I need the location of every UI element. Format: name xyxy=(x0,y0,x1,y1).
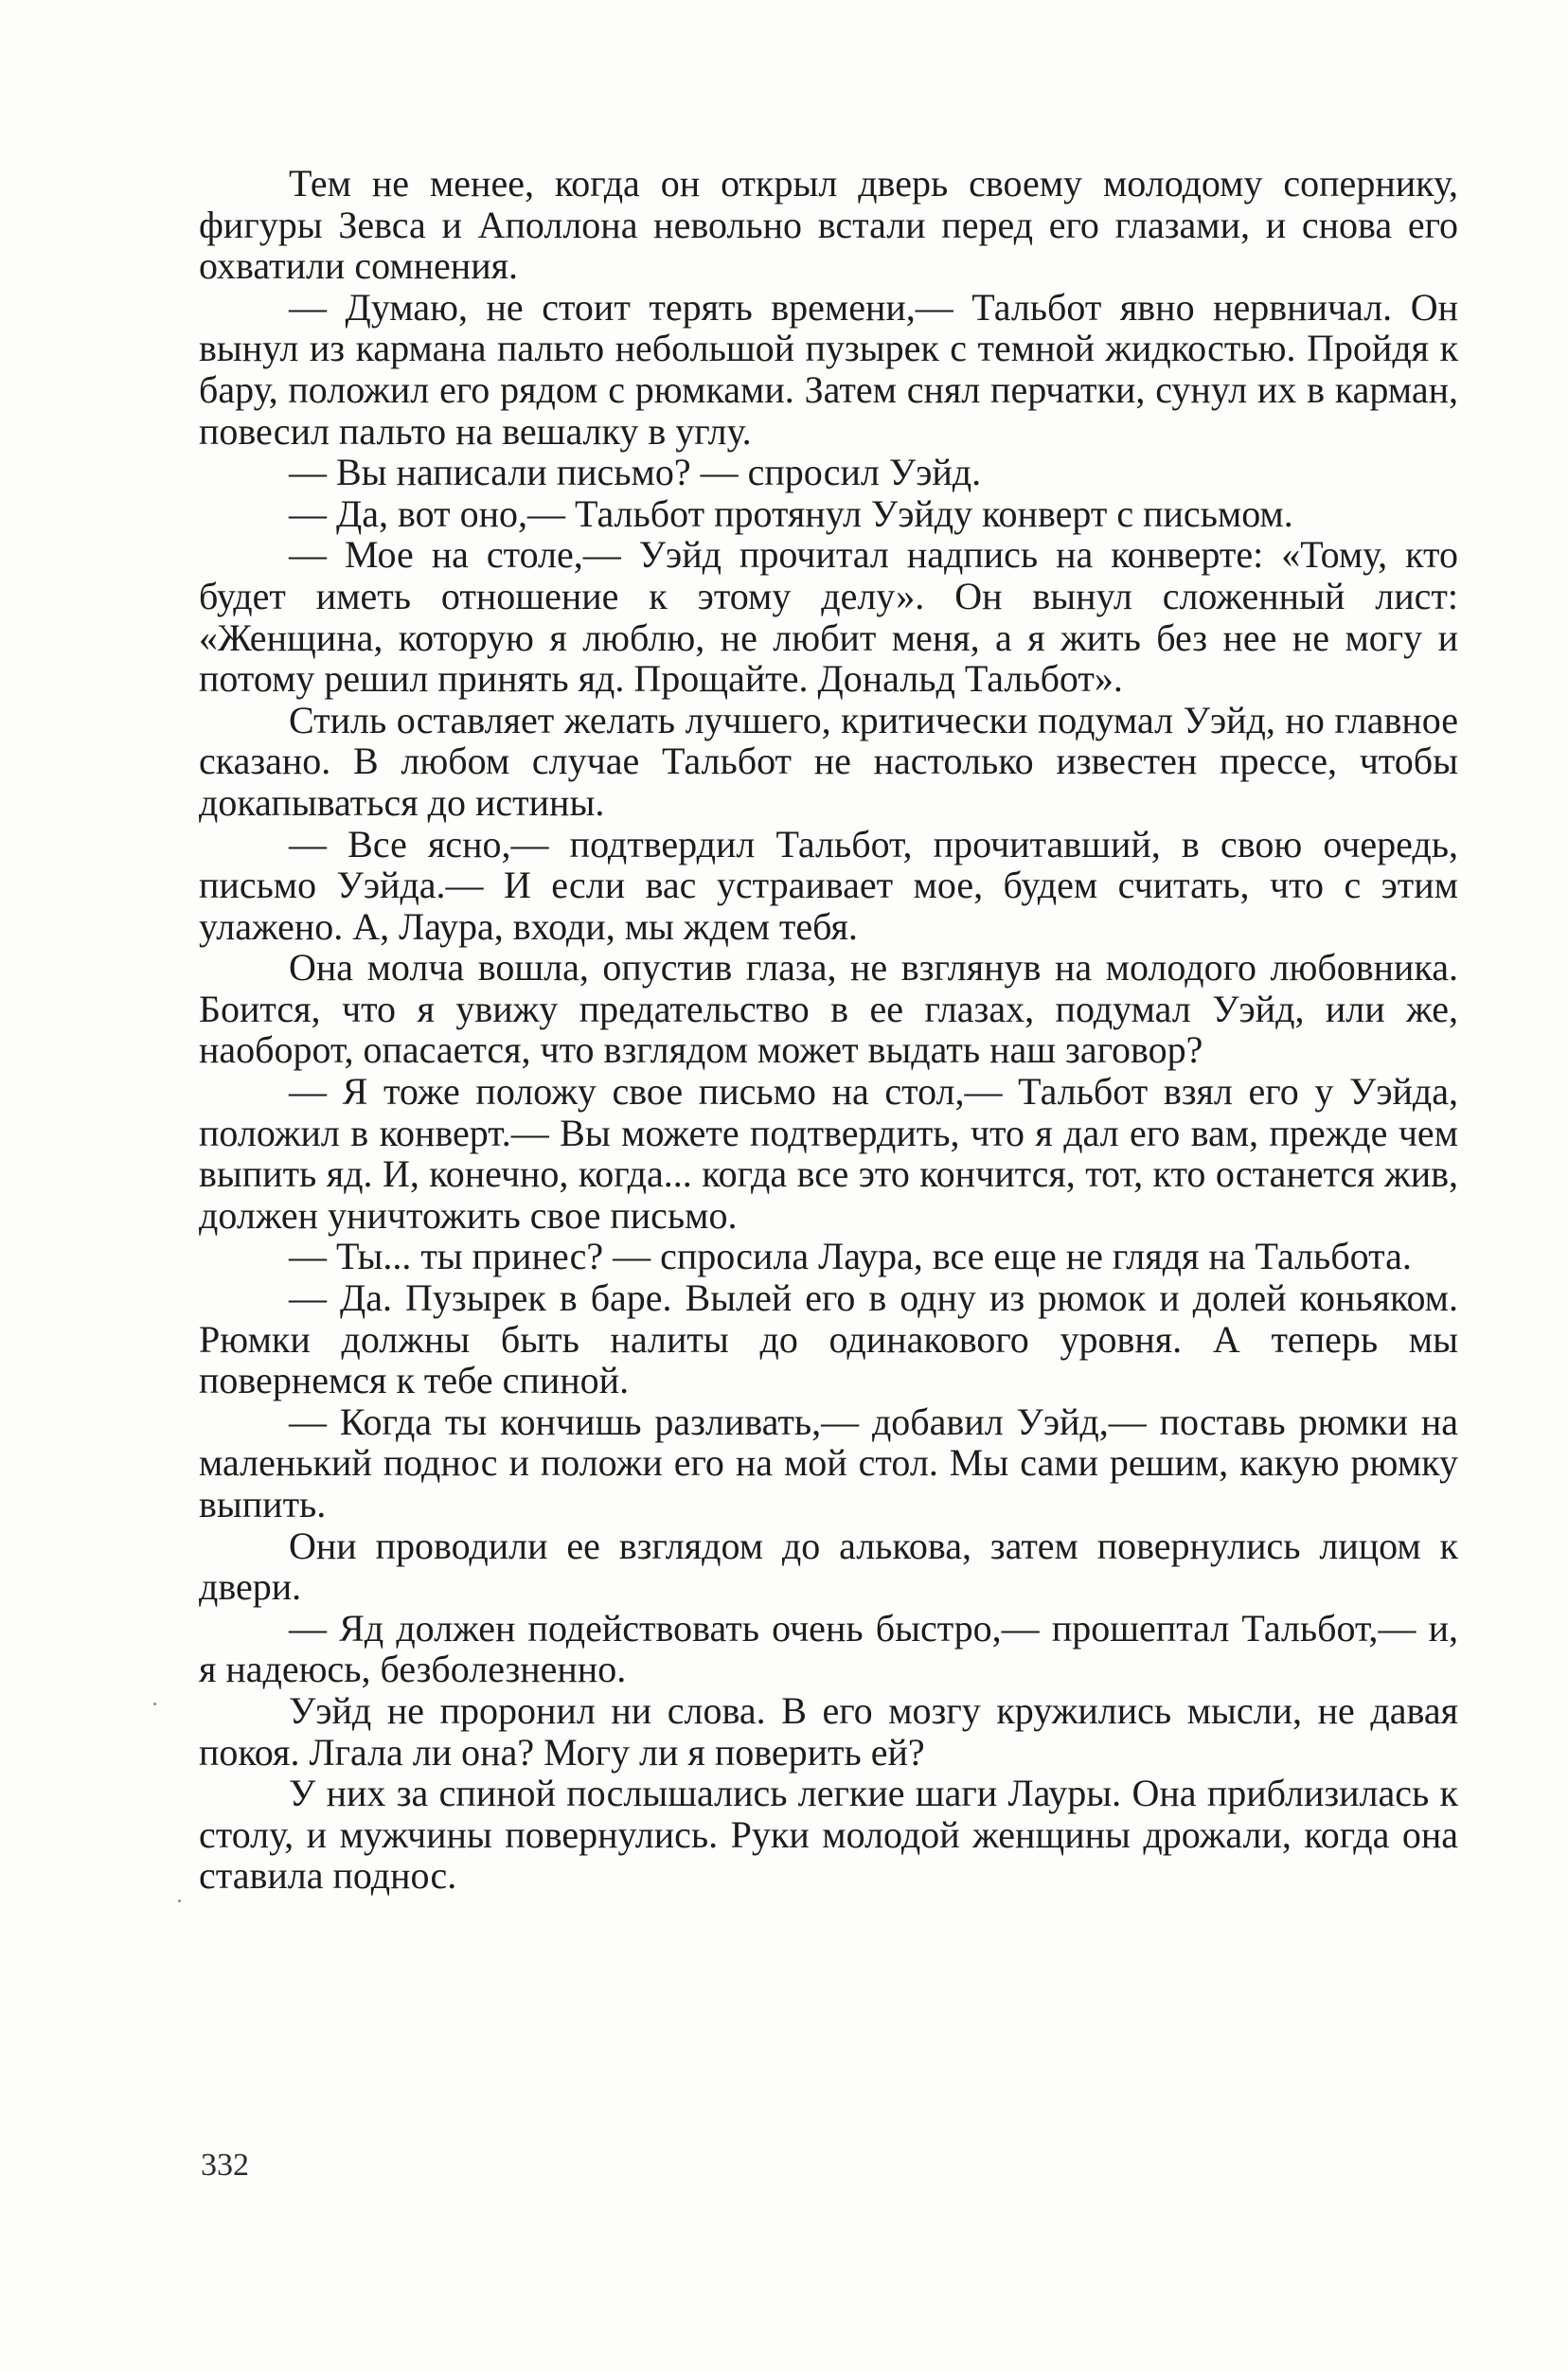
paragraph: — Думаю, не стоит терять времени,— Тальбот явно нервничал. Он вынул из кармана пальто небольшой пузырек с темной жидкостью. Пройдя к бару, положил его рядом с рюмками. Затем снял перчатки, сунул их в карман, повесил пальто на вешалку в углу. xyxy=(199,285,1458,453)
paragraph: Уэйд не проронил ни слова. В его мозгу кружились мысли, не давая покоя. Лгала ли она? Могу ли я поверить ей? xyxy=(199,1688,1458,1774)
paragraph: Тем не менее, когда он открыл дверь своему молодому сопернику, фигуры Зевса и Аполлона невольно встали перед его глазами, и снова его охватили сомнения. xyxy=(199,162,1458,288)
print-speck xyxy=(178,1899,181,1902)
paragraph: — Да. Пузырек в баре. Вылей его в одну из рюмок и долей коньяком. Рюмки должны быть налиты до одинакового уровня. А теперь мы повернемся к тебе спиной. xyxy=(199,1276,1458,1402)
paragraph: — Да, вот оно,— Тальбот протянул Уэйду конверт с письмом. xyxy=(289,491,1293,535)
paragraph: — Все ясно,— подтвердил Тальбот, прочитавший, в свою очередь, письмо Уэйда.— И если вас устраивает мое, будем считать, что с этим улажено. А, Лаура, входи, мы ждем тебя. xyxy=(199,822,1458,948)
paragraph: — Мое на столе,— Уэйд прочитал надпись на конверте: «Тому, кто будет иметь отношение к этому делу». Он вынул сложенный лист: «Женщина, которую я люблю, не любит меня, а я жить без нее не могу и потому решил принять яд. Прощайте. Дональд Тальбот». xyxy=(199,533,1458,701)
paragraph: — Яд должен подействовать очень быстро,— прошептал Тальбот,— и, я надеюсь, безболезненно. xyxy=(199,1606,1458,1691)
paragraph: Они проводили ее взглядом до алькова, затем повернулись лицом к двери. xyxy=(199,1524,1458,1609)
print-speck xyxy=(153,1703,156,1705)
paragraph: — Когда ты кончишь разливать,— добавил Уэйд,— поставь рюмки на маленький поднос и положи его на мой стол. Мы сами решим, какую рюмку выпить. xyxy=(199,1400,1458,1525)
paragraph: — Ты... ты принес? — спросила Лаура, все еще не глядя на Тальбота. xyxy=(289,1235,1412,1278)
paragraph: — Вы написали письмо? — спросил Уэйд. xyxy=(289,451,982,494)
paragraph: Она молча вошла, опустив глаза, не взглянув на молодого любовника. Боится, что я увижу предательство в ее глазах, подумал Уэйд, или же, наоборот, опасается, что взглядом может выдать наш заговор? xyxy=(199,946,1458,1072)
paragraph: У них за спиной послышались легкие шаги Лауры. Она приблизилась к столу, и мужчины повернулись. Руки молодой женщины дрожали, когда она ставила поднос. xyxy=(199,1772,1458,1898)
paragraph: — Я тоже положу свое письмо на стол,— Тальбот взял его у Уэйда, положил в конверт.— Вы можете подтвердить, что я дал его вам, прежде чем выпить яд. И, конечно, когда... когда все это кончится, тот, кто останется жив, должен уничтожить свое письмо. xyxy=(199,1070,1458,1237)
body-text xyxy=(199,163,1458,1897)
page-number: 332 xyxy=(201,2148,249,2183)
paragraph: Стиль оставляет желать лучшего, критически подумал Уэйд, но главное сказано. В любом случае Тальбот не настолько известен прессе, чтобы докапываться до истины. xyxy=(199,698,1458,824)
